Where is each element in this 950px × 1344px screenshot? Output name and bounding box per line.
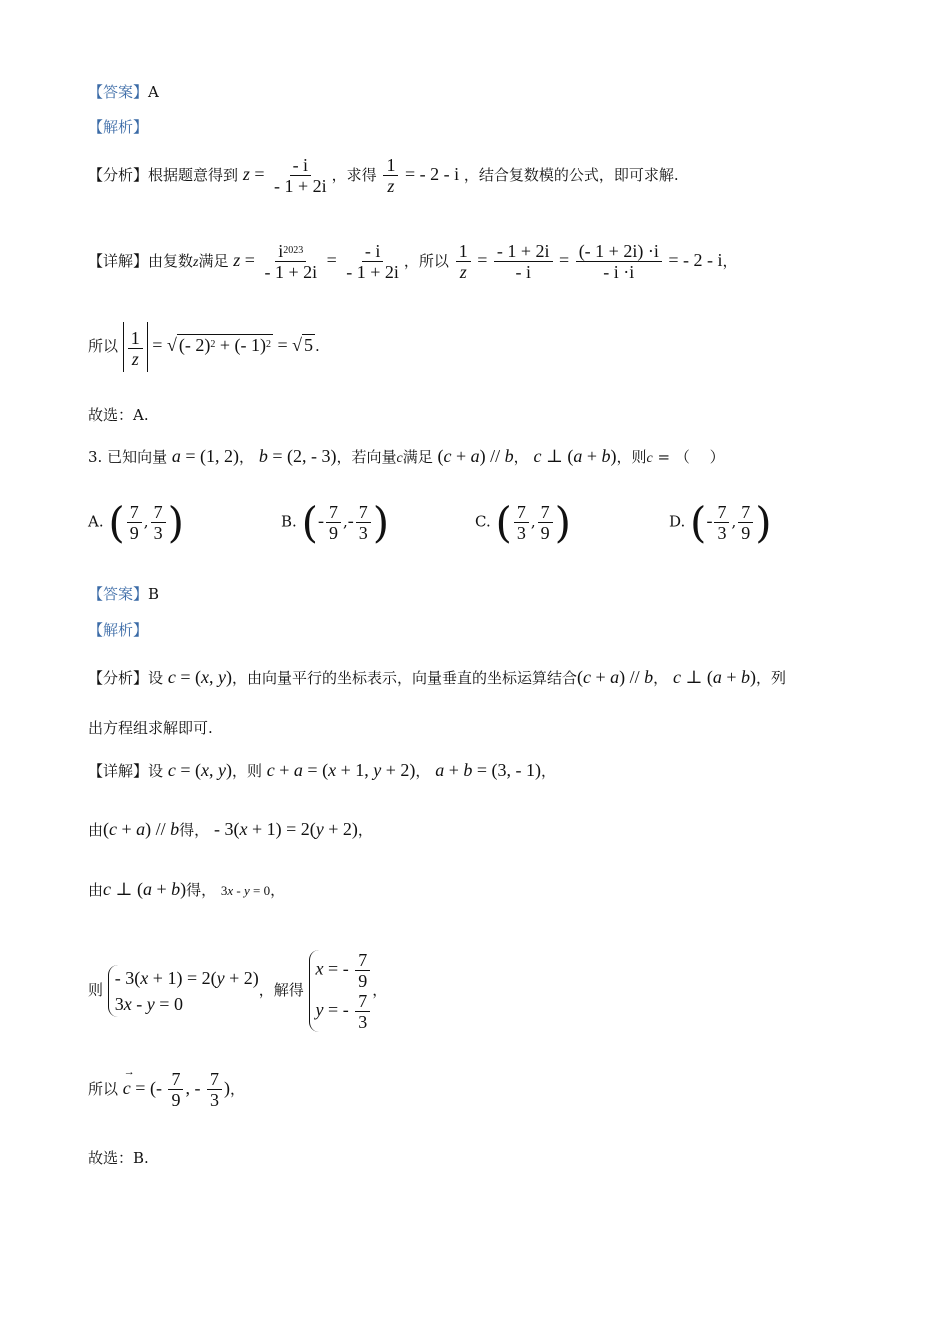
option-label: D.	[669, 512, 686, 531]
answer-blank: （ ）	[674, 448, 725, 466]
option-y-num: 7	[356, 502, 371, 523]
option-x-num: 7	[714, 502, 729, 523]
option-y-den: 9	[741, 523, 751, 543]
formula-z: z = $\frac{- i}{- 1 + 2i}$	[242, 155, 327, 197]
option-x-sign: -	[706, 510, 713, 531]
guxuan-text: 故选：A.	[88, 406, 149, 424]
option-label: C.	[475, 512, 491, 531]
q3-guxuan-line	[88, 1148, 149, 1168]
suoyi-text: 所以	[88, 337, 119, 355]
q2-jiexi-line	[88, 117, 148, 137]
q3-parallel-line: 由(c + a) // b得， - 3(x + 1) = 2(y + 2)，	[88, 819, 373, 839]
formula-c-xy: c = (x, y)	[167, 760, 232, 780]
q3-stem-line: 3. 已知向量 a = (1, 2)， b = (2, - 3)，若向量c满足 (c + a) // b， c ⊥ (a + b)，则c = （ ）	[88, 446, 725, 466]
xiangjie-text: ，所以	[403, 252, 449, 270]
option-x-num: 7	[514, 502, 529, 523]
guxuan-text: 故选：B.	[88, 1149, 149, 1167]
formula-a-plus-b: a + b = (3, - 1)	[435, 760, 541, 780]
equation-system: - 3(x + 1) = 2(y + 2) 3x - y = 0	[108, 965, 259, 1017]
fenxi-tag: 【分析】	[88, 669, 149, 687]
condition-parallel: (c + a) // b	[103, 819, 180, 839]
fenxi-text: 设	[148, 669, 164, 687]
fenxi-text: 出方程组求解即可.	[88, 719, 213, 737]
option-y-num: 7	[151, 502, 166, 523]
stem-text: ，若向量	[336, 448, 397, 466]
option-a[interactable]: A. ( $\frac{7}{9}$ , $\frac{7}{3}$ )	[88, 498, 184, 547]
fenxi-text: ，由向量平行的坐标表示，向量垂直的坐标运算结合	[231, 669, 577, 687]
formula-inv-z: $\frac{1}{z}$ = - 2 - i	[381, 164, 459, 184]
answer-tag: 【答案】	[88, 83, 149, 101]
answer-tag: 【答案】	[88, 585, 149, 603]
option-y-num: 7	[538, 502, 553, 523]
option-d[interactable]: D. (- $\frac{7}{3}$ , $\frac{7}{9}$ )	[669, 498, 772, 547]
option-y-num: 7	[738, 502, 753, 523]
condition-perp: c ⊥ (a + b)	[103, 879, 187, 899]
xiangjie-tag: 【详解】	[88, 762, 149, 780]
fenxi-text: ，求得	[331, 166, 377, 184]
q3-result-line: 所以 → c = (- $\frac{7}{9}$ , - $\frac{7}{3}$ )，	[88, 1063, 245, 1114]
q3-answer-line	[88, 584, 159, 604]
xiangjie-text: 满足	[198, 252, 229, 270]
solution-system: x = - $\frac{7}{9}$ y = - $\frac{7}{3}$	[309, 950, 373, 1032]
q2-fenxi-line	[88, 150, 679, 199]
var-c: c	[396, 451, 403, 466]
option-label: B.	[281, 512, 297, 531]
var-c: c	[646, 451, 653, 466]
option-label: A.	[88, 512, 104, 531]
option-y-den: 3	[153, 523, 163, 543]
q3-system-line: 则 - 3(x + 1) = 2(y + 2) 3x - y = 0 ，解得 x = - $\frac{7}{9}$ y = - $\frac{7}{3}$ ，	[88, 950, 388, 1032]
vector-a: a = (1, 2)	[171, 446, 240, 466]
option-x-den: 3	[717, 523, 727, 543]
option-x-sign: -	[317, 510, 324, 531]
you-text: 由	[88, 821, 104, 839]
q2-guxuan-line	[88, 405, 149, 425]
q2-xiangjie-line: 【详解】由复数z满足 z = $\frac{i^{2023}}{- 1 + 2i}$ = $\frac{- i}{- 1 + 2i}$ ，所以 $\frac{1}{z}$ = $\frac{- 1 + 2i}{- i}$ = $\frac{(- 1 + 2i) \cdot i}{- i \cdot i}$ = - 2 - i，	[88, 241, 738, 283]
formula-c-result: → c = (- $\frac{7}{9}$ , - $\frac{7}{3}$ )	[123, 1078, 230, 1098]
q3-fenxi-line2	[88, 718, 213, 738]
option-y-sign: -	[347, 510, 354, 531]
q3-jiexi-line	[88, 620, 148, 640]
jiede-text: ，解得	[258, 981, 304, 999]
formula-z-expand: z = $\frac{i^{2023}}{- 1 + 2i}$ = $\frac{- i}{- 1 + 2i}$	[233, 241, 399, 283]
option-x-den: 3	[516, 523, 526, 543]
q3-perp-line: 由c ⊥ (a + b)得， 3x - y = 0，	[88, 879, 286, 899]
q3-xiangjie-line: 【详解】设 c = (x, y)，则 c + a = (x + 1, y + 2)， a + b = (3, - 1)，	[88, 760, 556, 780]
stem-text: ，	[513, 448, 529, 466]
option-y-den: 9	[540, 523, 550, 543]
condition-parallel: (c + a) // b	[437, 446, 514, 466]
condition-perp: c ⊥ (a + b)	[533, 446, 617, 466]
stem-text: 3. 已知向量	[88, 448, 168, 466]
option-x-den: 9	[129, 523, 139, 543]
ze-text: 则	[88, 981, 104, 999]
you-text: 由	[88, 881, 104, 899]
suoyi-text: 所以	[88, 1080, 119, 1098]
xiangjie-text: 设	[148, 762, 164, 780]
fenxi-text: ，结合复数模的公式，即可求解.	[463, 166, 679, 184]
vector-b: b = (2, - 3)	[258, 446, 337, 466]
jiexi-tag: 【解析】	[88, 118, 149, 136]
condition-perp: c ⊥ (a + b)	[672, 667, 757, 687]
xiangjie-text: ，	[415, 762, 431, 780]
option-b[interactable]: B. (- $\frac{7}{9}$ ,- $\frac{7}{3}$ )	[281, 498, 390, 547]
condition-parallel: (c + a) // b	[576, 667, 654, 687]
formula-c-plus-a: c + a = (x + 1, y + 2)	[266, 760, 416, 780]
formula-modulus: $\frac{1}{z}$ = √ (- 2)$^2$ + (- 1)$^2$ = √ 5	[123, 335, 315, 355]
xiangjie-text: 由复数	[148, 252, 194, 270]
option-y-den: 3	[358, 523, 368, 543]
q2-modulus-line: 所以 $\frac{1}{z}$ = √ (- 2)$^2$ + (- 1)$^2$ = √ 5 .	[88, 320, 320, 372]
fenxi-text: ，列	[756, 669, 787, 687]
fenxi-tag: 【分析】	[88, 166, 149, 184]
option-x-den: 9	[328, 523, 338, 543]
stem-text: 满足	[402, 448, 433, 466]
formula-inv-z-expand: $\frac{1}{z}$ = $\frac{- 1 + 2i}{- i}$ = $\frac{(- 1 + 2i) \cdot i}{- i \cdot i}$ = - 2 - i	[454, 250, 723, 270]
de-text: 得，	[179, 821, 210, 839]
stem-text: ，	[239, 448, 255, 466]
xiangjie-tag: 【详解】	[88, 252, 149, 270]
option-x-num: 7	[127, 502, 142, 523]
q3-fenxi-line	[88, 664, 786, 691]
answer-value: B	[148, 585, 160, 603]
equation-perp: 3x - y = 0	[220, 883, 271, 898]
formula-c-xy: c = (x, y)	[167, 667, 232, 687]
stem-text: ，则	[616, 448, 647, 466]
fenxi-text: 根据题意得到	[148, 166, 239, 184]
q2-answer-line	[88, 82, 159, 102]
equation-parallel: - 3(x + 1) = 2(y + 2)	[213, 819, 358, 839]
answer-value: A	[148, 83, 159, 101]
var-z: z	[193, 255, 199, 270]
fenxi-text: ，	[653, 669, 669, 687]
jiexi-tag: 【解析】	[88, 621, 149, 639]
option-x-num: 7	[326, 502, 341, 523]
option-c[interactable]: C. ( $\frac{7}{3}$ , $\frac{7}{9}$ )	[475, 498, 572, 547]
xiangjie-text: ，则	[231, 762, 262, 780]
de-text: 得，	[186, 881, 217, 899]
